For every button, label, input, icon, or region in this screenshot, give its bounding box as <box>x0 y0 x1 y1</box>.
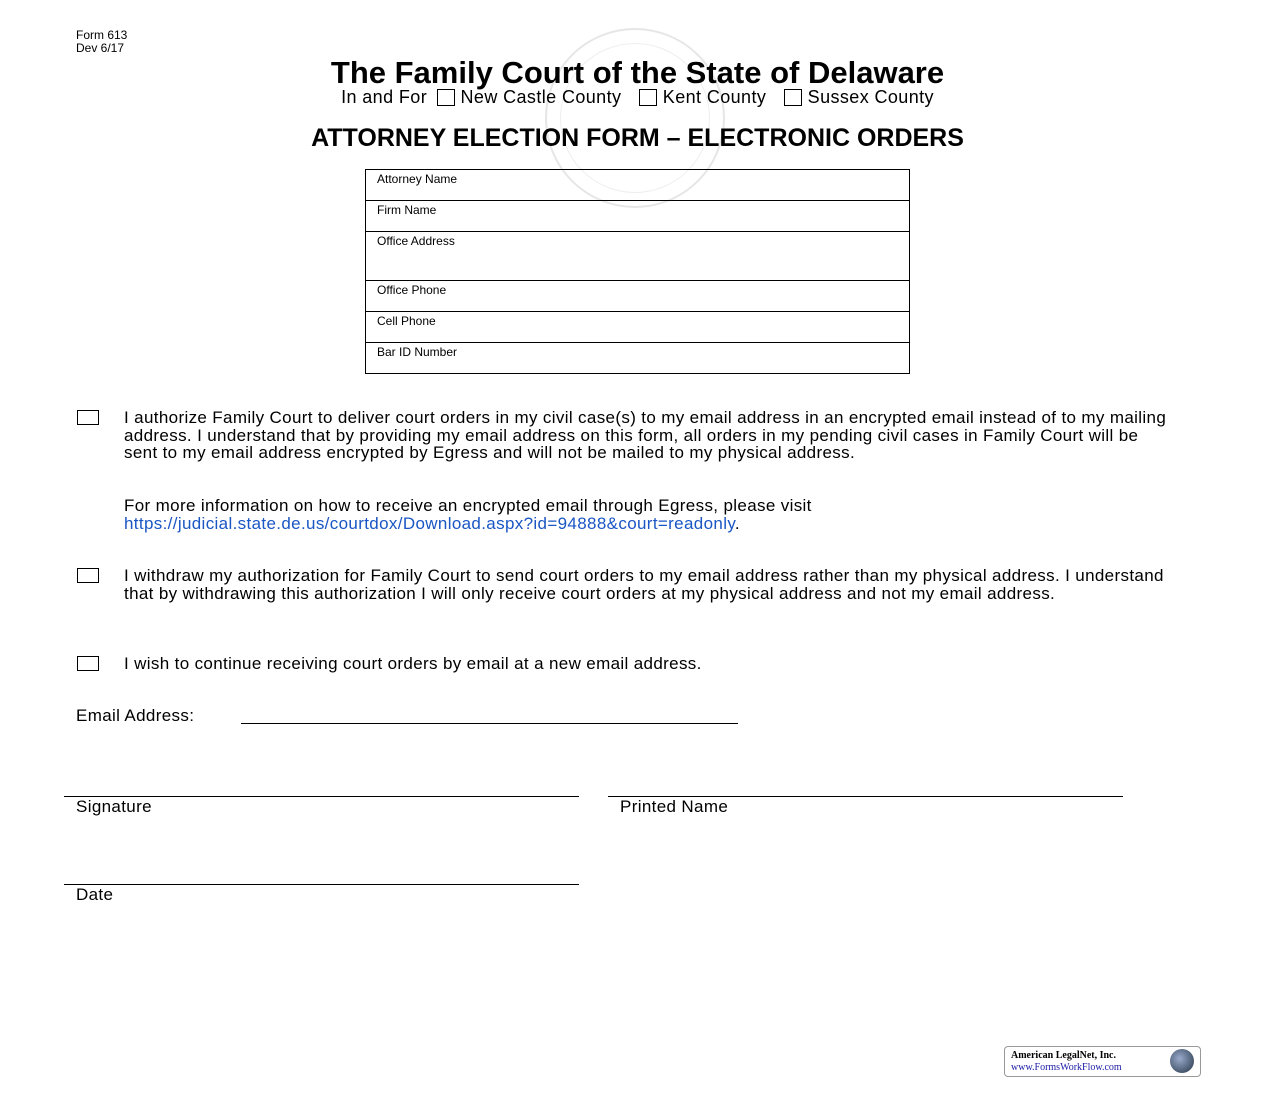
revision-text: Dev 6/17 <box>76 41 125 55</box>
county-prefix: In and For <box>341 87 428 107</box>
kent-checkbox[interactable] <box>639 89 657 106</box>
new-email-text: I wish to continue receiving court orders by email at a new email address. <box>124 654 702 673</box>
form-number-text: Form 613 <box>76 28 128 42</box>
office-phone-field[interactable] <box>366 281 910 312</box>
withdraw-checkbox[interactable] <box>77 568 99 583</box>
footer-url[interactable]: www.FormsWorkFlow.com <box>1011 1062 1122 1073</box>
attorney-info-table <box>365 169 910 374</box>
field-label: Firm Name <box>377 203 437 217</box>
email-input-line[interactable] <box>241 723 738 724</box>
new-castle-checkbox[interactable] <box>437 89 455 106</box>
authorize-text: I authorize Family Court to deliver court orders in my civil case(s) to my email address in an encrypted email instead of to my mailing address. I understand that by providing my email address on this form, all orders in my pending civil cases in Family Court will be sent to my email address encrypted by Egress and will not be mailed to my physical address. <box>124 408 1167 462</box>
signature-label: Signature <box>76 797 152 816</box>
period: . <box>734 513 740 533</box>
authorize-checkbox[interactable] <box>77 410 99 425</box>
date-line[interactable] <box>64 884 579 885</box>
bar-id-field[interactable] <box>366 343 910 374</box>
withdraw-text: I withdraw my authorization for Family Court to send court orders to my email address rather than my physical address. I understand that by withdrawing this authorization I will only receive court orders at my physical address and not my email address. <box>124 566 1164 603</box>
kent-label: Kent County <box>662 87 767 107</box>
field-label: Office Address <box>377 234 455 248</box>
page-title: The Family Court of the State of Delaware <box>330 55 945 90</box>
globe-icon <box>1170 1049 1194 1073</box>
new-email-checkbox[interactable] <box>77 656 99 671</box>
county-selector <box>0 87 1275 108</box>
attorney-name-field[interactable] <box>366 170 910 201</box>
new-castle-label: New Castle County <box>460 87 622 107</box>
field-label: Office Phone <box>377 283 447 297</box>
form-number <box>76 29 127 55</box>
email-label: Email Address: <box>76 706 195 725</box>
footer-company: American LegalNet, Inc. <box>1011 1050 1116 1061</box>
cell-phone-field[interactable] <box>366 312 910 343</box>
sussex-checkbox[interactable] <box>784 89 802 106</box>
printed-name-label: Printed Name <box>620 797 729 816</box>
office-address-field[interactable] <box>366 232 910 281</box>
form-subtitle: ATTORNEY ELECTION FORM – ELECTRONIC ORDERS <box>311 124 964 152</box>
sussex-label: Sussex County <box>807 87 934 107</box>
date-label: Date <box>76 885 114 904</box>
firm-name-field[interactable] <box>366 201 910 232</box>
footer-logo <box>1004 1046 1201 1077</box>
field-label: Bar ID Number <box>377 345 458 359</box>
egress-info-text: For more information on how to receive an encrypted email through Egress, please visit <box>124 496 812 515</box>
egress-link[interactable]: https://judicial.state.de.us/courtdox/Download.aspx?id=94888&court=readonly <box>124 513 735 533</box>
field-label: Attorney Name <box>377 172 458 186</box>
field-label: Cell Phone <box>377 314 436 328</box>
egress-info <box>124 497 1174 532</box>
